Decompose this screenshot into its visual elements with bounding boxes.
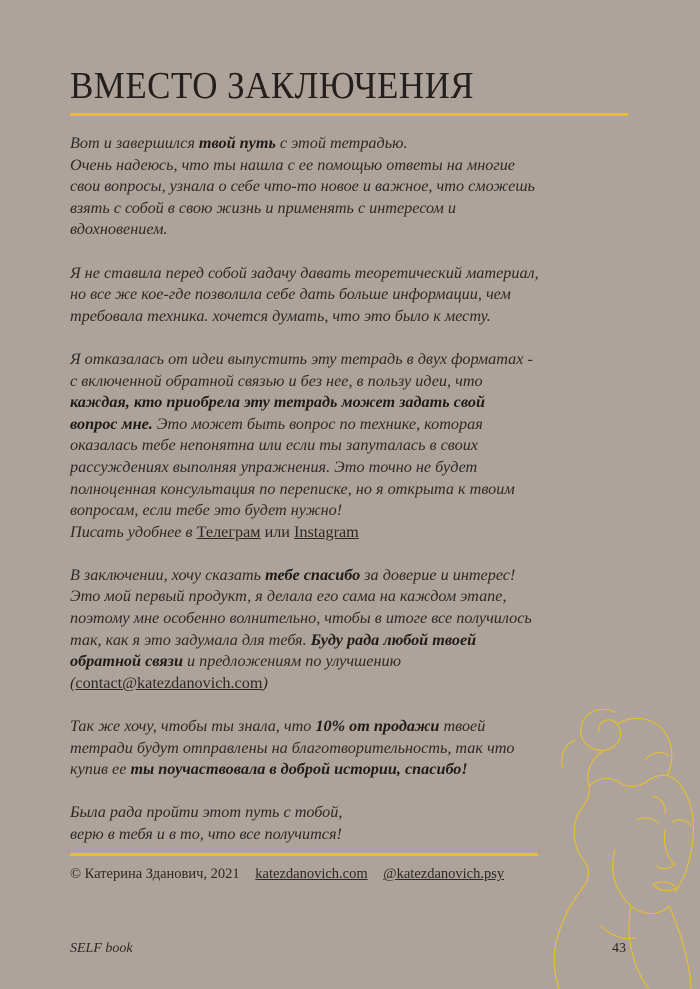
text-line: Была рада пройти этот путь с тобой, — [70, 803, 343, 822]
text-line: поэтому мне особенно волнительно, чтобы в итоге все получилось — [70, 609, 532, 628]
paragraph-thanks — [70, 565, 610, 695]
footer-credits — [70, 866, 590, 883]
text: так, как я это задумала для тебя. — [70, 630, 311, 649]
body-text — [70, 133, 610, 867]
page-number: 43 — [612, 941, 626, 956]
emphasis: Буду рада любой твоей — [310, 630, 477, 649]
paragraph-theory — [70, 263, 610, 328]
paragraph-feedback — [70, 349, 610, 543]
text: ( — [70, 673, 76, 692]
paragraph-charity — [70, 716, 610, 781]
text: за доверие и интерес! — [360, 565, 516, 584]
footer-divider — [70, 853, 538, 856]
emphasis: обратной связи — [70, 652, 183, 671]
text-line: вдохновением. — [70, 220, 168, 239]
text-line: полноценная консультация по переписке, но я открыта к твоим — [70, 479, 515, 498]
text: Так же хочу, чтобы ты знала, что — [70, 717, 316, 736]
text-line: вопросам, если тебе это будет нужно! — [70, 501, 343, 520]
paragraph-closing — [70, 802, 610, 845]
instagram-link[interactable]: Instagram — [294, 522, 359, 541]
text: с этой тетрадью. — [275, 134, 408, 152]
text-line: Я не ставила перед собой задачу давать теоретический материал, — [70, 263, 539, 282]
emphasis: каждая, кто приобрела эту тетрадь может задать свой — [70, 393, 485, 412]
text: В заключении, хочу сказать — [70, 565, 266, 584]
instagram-handle-link[interactable]: @katezdanovich.psy — [383, 866, 505, 882]
copyright-text: © Катерина Зданович, 2021 — [70, 866, 240, 882]
text: твоей — [439, 717, 486, 736]
emphasis: вопрос мне. — [70, 414, 153, 433]
text: Писать удобнее в — [70, 522, 197, 541]
text: Это может быть вопрос по технике, которая — [152, 414, 483, 433]
emphasis: ты поучаствовала в доброй истории, спасибо! — [130, 760, 468, 779]
text: ) — [262, 673, 268, 692]
text-line: Я отказалась от идеи выпустить эту тетрадь в двух форматах - — [70, 349, 533, 368]
text-line: рассуждениях выполняя упражнения. Это точно не будет — [70, 457, 478, 476]
page-title: ВМЕСТО ЗАКЛЮЧЕНИЯ — [70, 65, 475, 107]
email-link[interactable]: contact@katezdanovich.com — [75, 673, 263, 692]
title-underline — [70, 113, 628, 116]
text-line: тетради будут отправлены на благотворительность, так что — [70, 738, 515, 757]
text-line: но все же кое-где позволила себе дать больше информации, чем — [70, 285, 511, 304]
text-line: свои вопросы, узнала о себе что-то новое и важное, что сможешь — [70, 177, 535, 196]
telegram-link[interactable]: Телеграм — [196, 522, 261, 541]
line-art-portrait-icon — [545, 700, 700, 989]
text-line: верю в тебя и в то, что все получится! — [70, 825, 342, 843]
text: купив ее — [70, 760, 131, 779]
text-line: взять с собой в свою жизнь и применять с интересом и — [70, 198, 456, 217]
emphasis: 10% от продажи — [315, 717, 440, 736]
text-line: Очень надеюсь, что ты нашла с ее помощью ответы на многие — [70, 155, 515, 174]
text-line: оказалась тебе непонятна или если ты запуталась в своих — [70, 436, 478, 455]
text: или — [260, 522, 295, 541]
emphasis: тебе спасибо — [265, 565, 361, 584]
paragraph-intro — [70, 133, 610, 241]
website-link[interactable]: katezdanovich.com — [255, 866, 368, 882]
text-line: Это мой первый продукт, я делала его сама на каждом этапе, — [70, 587, 507, 606]
text: и предложениям по улучшению — [182, 652, 401, 671]
text-line: требовала техника. хочется думать, что это было к месту. — [70, 306, 491, 325]
text: Вот и завершился — [70, 134, 199, 152]
text-line: с включенной обратной связью и без нее, в пользу идеи, что — [70, 371, 483, 390]
book-label: SELF book — [70, 941, 133, 956]
emphasis: твой путь — [198, 134, 276, 152]
